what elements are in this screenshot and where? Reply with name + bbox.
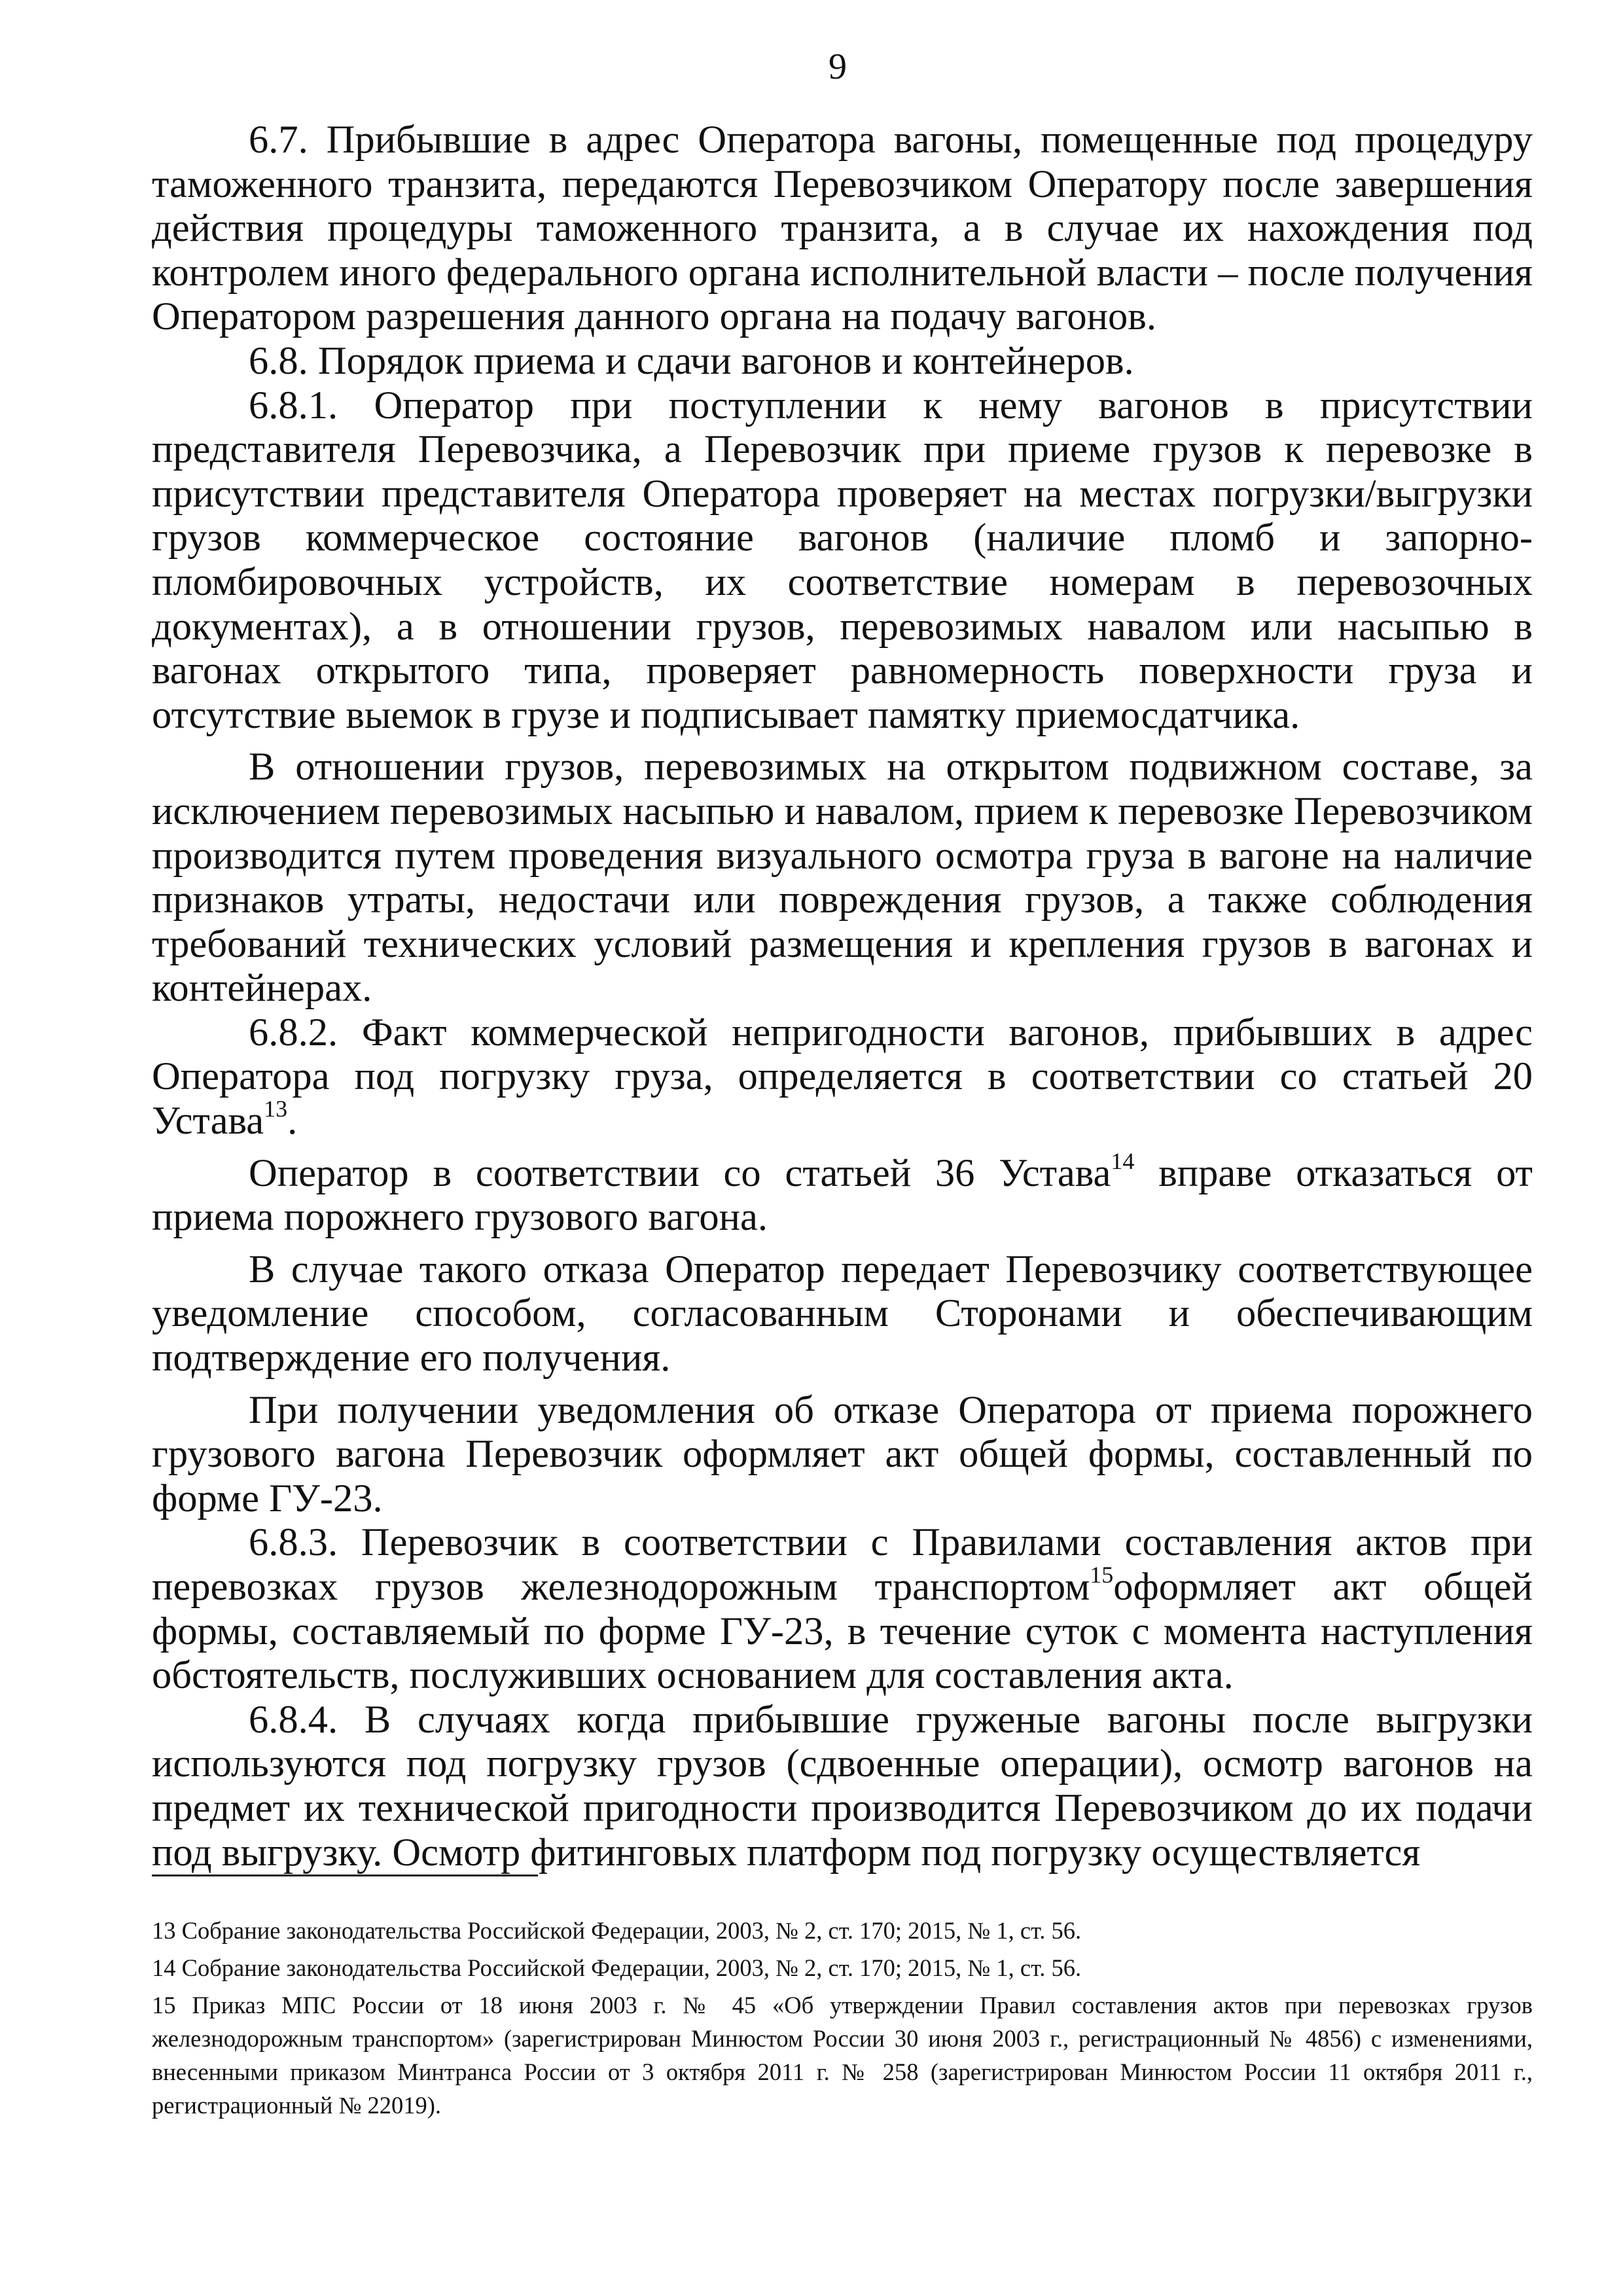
page-number: 9 xyxy=(829,46,847,87)
paragraph-6-8: 6.8. Порядок приема и сдачи вагонов и контейнеров. xyxy=(249,338,1134,383)
paragraph-6-8-3 xyxy=(152,1520,1533,1697)
footnote-ref-13: 13 xyxy=(264,1096,288,1122)
paragraph-6-8-3-end: оформляет акт общей формы, составляемый по форме ГУ-23, в течение суток с момента наступления обстоятельств, послуживших основанием для составления акта. xyxy=(152,1565,1533,1698)
paragraph-6-8-3-text: 6.8.3. Перевозчик в соответствии с Правилами составления актов при перевозках грузов железнодорожным транспортом xyxy=(152,1520,1533,1609)
footnote-separator xyxy=(152,1874,538,1876)
paragraph-6-8-2-end: . xyxy=(287,1099,298,1143)
footnote-13: 13 Собрание законодательства Российской Федерации, 2003, № 2, ст. 170; 2015, № 1, ст. 56. xyxy=(152,1917,1082,1944)
paragraph-open-rolling-stock: В отношении грузов, перевозимых на открытом подвижном составе, за исключением перевозимых насыпью и навалом, прием к перевозке Перевозчиком производится путем проведения визуального осмотра груза в вагоне на наличие признаков утраты, недостачи или повреждения грузов, а также соблюдения требований технических условий размещения и крепления грузов в вагонах и контейнерах. xyxy=(152,745,1533,1011)
paragraph-refusal-right xyxy=(152,1147,1533,1240)
paragraph-6-7: 6.7. Прибывшие в адрес Оператора вагоны, помещенные под процедуру таможенного транзита, передаются Перевозчиком Оператору после завершения действия процедуры таможенного транзита, а в случае их нахождения под контролем иного федерального органа исполнительной власти – после получения Оператором разрешения данного органа на подачу вагонов. xyxy=(152,118,1533,339)
paragraph-6-8-4: 6.8.4. В случаях когда прибывшие груженые вагоны после выгрузки используются под погрузку грузов (сдвоенные операции), осмотр вагонов на предмет их технической пригодности производится Перевозчиком до их подачи под выгрузку. Осмотр фитинговых платформ под погрузку осуществляется xyxy=(152,1697,1533,1874)
body-text xyxy=(152,118,1533,1874)
paragraph-6-8-2-text: 6.8.2. Факт коммерческой непригодности вагонов, прибывших в адрес Оператора под погрузку груза, определяется в соответствии со статьей 20 Устава xyxy=(152,1010,1533,1143)
paragraph-refusal-right-end: вправе отказаться от приема порожнего грузового вагона. xyxy=(152,1151,1533,1240)
footnotes xyxy=(152,1914,1533,2126)
footnote-ref-15: 15 xyxy=(1090,1562,1114,1588)
footnote-15: 15 Приказ МПС России от 18 июня 2003 г. № 45 «Об утверждении Правил составления актов при перевозках грузов железнодорожным транспортом» (зарегистрирован Минюстом России 30 июня 2003 г., регистрационный № 4856) с изменениями, внесенными приказом Минтранса России от 3 октября 2011 г. № 258 (зарегистрирован Минюстом России 11 октября 2011 г., регистрационный № 22019). xyxy=(152,1992,1533,2119)
paragraph-6-8-1: 6.8.1. Оператор при поступлении к нему вагонов в присутствии представителя Перевозчика, а Перевозчик при приеме грузов к перевозке в присутствии представителя Оператора проверяет на местах погрузки/выгрузки грузов коммерческое состояние вагонов (наличие пломб и запорно-пломбировочных устройств, их соответствие номерам в перевозочных документах), а в отношении грузов, перевозимых навалом или насыпью в вагонах открытого типа, проверяет равномерность поверхности груза и отсутствие выемок в грузе и подписывает памятку приемосдатчика. xyxy=(152,383,1533,737)
paragraph-gu23-act: При получении уведомления об отказе Оператора от приема порожнего грузового вагона Перевозчик оформляет акт общей формы, составленный по форме ГУ-23. xyxy=(152,1388,1533,1520)
footnote-ref-14: 14 xyxy=(1111,1147,1135,1174)
footnote-14: 14 Собрание законодательства Российской Федерации, 2003, № 2, ст. 170; 2015, № 1, ст. 56. xyxy=(152,1954,1082,1981)
paragraph-6-8-2 xyxy=(152,1011,1533,1143)
paragraph-refusal-right-text: Оператор в соответствии со статьей 36 Устава xyxy=(249,1151,1111,1195)
paragraph-refusal-notice: В случае такого отказа Оператор передает Перевозчику соответствующее уведомление способом, согласованным Сторонами и обеспечивающим подтверждение его получения. xyxy=(152,1247,1533,1380)
